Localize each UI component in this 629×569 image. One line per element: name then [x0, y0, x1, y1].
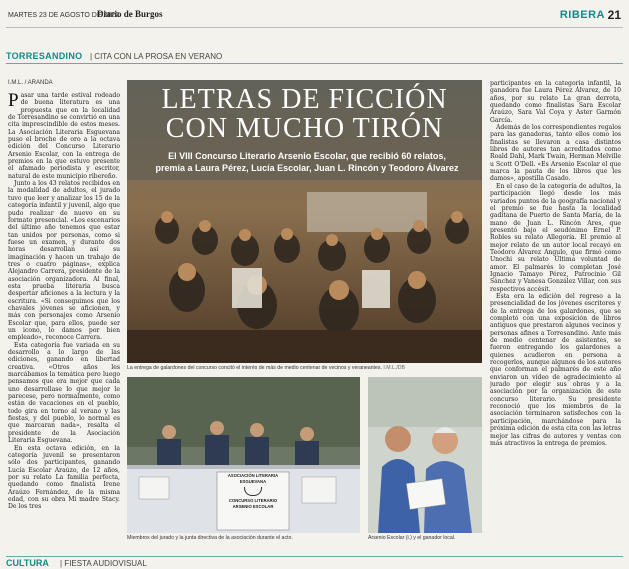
subheadline — [137, 150, 477, 174]
winner-caption: Arsenio Escolar (i.) y el ganador local. — [368, 535, 456, 541]
paragraph: participantes en la categoría infantil, la ganadora fue Laura Pérez Álvarez, de 10 años, por su relato La gran derrota, quedando como finalistas Sara Escolar Araúzo, Sara Val Coya y Aster Garmón García. — [490, 80, 621, 124]
paragraph: Además de los correspondientes regalos para las ganadoras, tanto ellos como los finalistas se llevaron a casa distintos libros de autores tan acreditados como Roald Dahl, Mark Twain, Herman Melville u Scott O'Dell. «Es Arsenio Escolar el que marca la pauta de los libros que les damos», apostilla Casado. — [490, 124, 621, 183]
photo-credit: I.M.L./DB — [383, 365, 406, 371]
footer-section-name: CULTURA — [6, 558, 49, 568]
headline-line-2: CON MUCHO TIRÓN — [165, 113, 444, 144]
subheadline-line-1: El VIII Concurso Literario Arsenio Escolar, que recibió 60 relatos, — [168, 151, 446, 161]
hero-caption-text: La entrega de galardones del concurso concitó el interés de más de medio centenar de vecinos y veraneantes. — [127, 365, 382, 371]
section-bar — [6, 50, 623, 64]
winner-photo — [368, 377, 482, 533]
headline — [127, 85, 482, 143]
banner-line: ESGUEVANA — [239, 479, 267, 484]
paragraph: Esta era la edición del regreso a la presencialidad de los jóvenes escritores y de la entrega de los galardones, que se completó con una exposición de libros antiguos que prestaron algunos vecinos y personas afines a Torresandino. Ante más de medio centenar de asistentes, se fueron entregando los galardones a quienes acudieron en persona a recogerlos, aunque algunos de los autores que conforman el palmarés de este año enviaron un vídeo de agradecimiento al jurado por elegir sus obras y a la asociación por la organización de este concurso literario. Su presidente reconoció que los miembros de la asociación terminaron satisfechos con la participación, marchándose para la próxima edición de esta cita con las letras mejor las cifras de autores y ventas con más atractivos la entrega de premios. — [490, 292, 621, 447]
subheadline-line-2: premia a Laura Pérez, Lucía Escolar, Juan L. Rincón y Teodoro Álvarez — [155, 163, 459, 173]
section-name: RIBERA — [559, 9, 605, 21]
paragraph: Esta categoría fue variada en su desarrollo a lo largo de las ediciones, ganando en libertad creativa. «Otros años les marcábamos la temática pero luego pensamos que era mejor que cada uno desarrollase lo que mejor le parecese, pero normalmente, como están de vacaciones en el pueblo, todo gira en torno al verano y las fiestas, y del pueblo, lo normal es que marcaran nada», resalta el presidente de la Asociación Literaria Esguevana. — [8, 341, 120, 445]
banner-line: CONCURSO LITERARIO — [228, 498, 278, 503]
book-logo-icon — [244, 487, 262, 496]
byline: I.M.L. / ARANDA — [8, 80, 53, 86]
paragraph: En el caso de la categoría de adultos, la participación llegó desde los más variados puntos de la geografía nacional y el premio se fue hasta la localidad gaditana de Puerto de Santa María, de la mano de Juan L. Rincón Ares, que presentó bajo el seudónimo Ernel P. Robles su relato Allegoría. El premio al mejor relato de un autor local recayó en Teodoro Álvarez Angulo, que firmó como Unochi su relato Última voluntad de amor. El palmarés lo completan José Ignacio Tamayo Pérez, Patrocinio Gil Sánchez y Vanesa González Villar, con sus respectivos accésit. — [490, 182, 621, 293]
banner-line: ARSENIO ESCOLAR — [232, 504, 274, 509]
article-column-1 — [8, 92, 120, 550]
paragraph: Junto a los 43 relatos recibidos en la modalidad de adultos, el jurado tuvo que leer y analizar los 15 de la categoría infantil y juvenil, algo que pudo realizar de nuevo en su formato presencial. «Los escenarios del último año tenemos que estar tan unidos por personas, como si fuese un examen, y durante dos horas desarrollan así su imaginación y hacen un trabajo de tres o cuatro páginas», explica Alejandro Carrera, presidente de la asociación organizadora. Al final, esta prueba literaria busca despertar aficiones a la lectura y la escritura. «Si conseguimos que los chavales jóvenes se aficionen, y más con personajes como Arsenio Escolar que, para ellos, puede ser un icono, lo damos por bien empleado», reconoce Carrera. — [8, 180, 120, 342]
paragraph: asar una tarde estival rodeado de buena literatura es una propuesta que en la localidad de Torresandino se convirtió en una cita imprescindible de estos meses. La Asociación Literaria Esguevana puso el broche de oro a la octava edición del Concurso Literario Arsenio Escolar, con la entrega de premios en la que estuvo presente el afamado periodista y escritor, natural de este municipio ribereño. — [8, 92, 120, 180]
paragraph: En esta octava edición, en la categoría juvenil se presentaron sólo dos participantes, ganando Lucía Escolar Araúzo, de 12 años, por su relato La familia perfecta, quedando como finalista Irene Araúzo Fernández, de la misma edad, con su obra Mi madre Stacy. De los tres — [8, 444, 120, 511]
headline-line-1: LETRAS DE FICCIÓN — [161, 84, 448, 115]
jury-banner — [217, 473, 289, 510]
page-header — [6, 8, 623, 28]
section-bar-subtitle: | CITA CON LA PROSA EN VERANO — [90, 52, 223, 61]
footer-section-subtitle: | FIESTA AUDIOVISUAL — [60, 559, 147, 568]
section-bar-name: TORRESANDINO — [6, 51, 83, 61]
hero-caption — [127, 365, 482, 371]
page-number: 21 — [607, 8, 621, 22]
winner-photo-illustration — [368, 377, 482, 533]
issue-date: MARTES 23 DE AGOSTO DE 2022 — [8, 12, 120, 19]
newspaper-name: Diario de Burgos — [97, 9, 163, 19]
article-column-4 — [490, 80, 621, 552]
jury-photo — [127, 377, 360, 533]
hero-photo — [127, 80, 482, 363]
banner-line: ASOCIACIÓN LITERARIA — [227, 473, 279, 478]
dropcap: P — [8, 92, 19, 111]
jury-caption: Miembros del jurado y la junta directiva de la asociación durante el acto. — [127, 535, 293, 541]
page-footer — [6, 556, 623, 568]
